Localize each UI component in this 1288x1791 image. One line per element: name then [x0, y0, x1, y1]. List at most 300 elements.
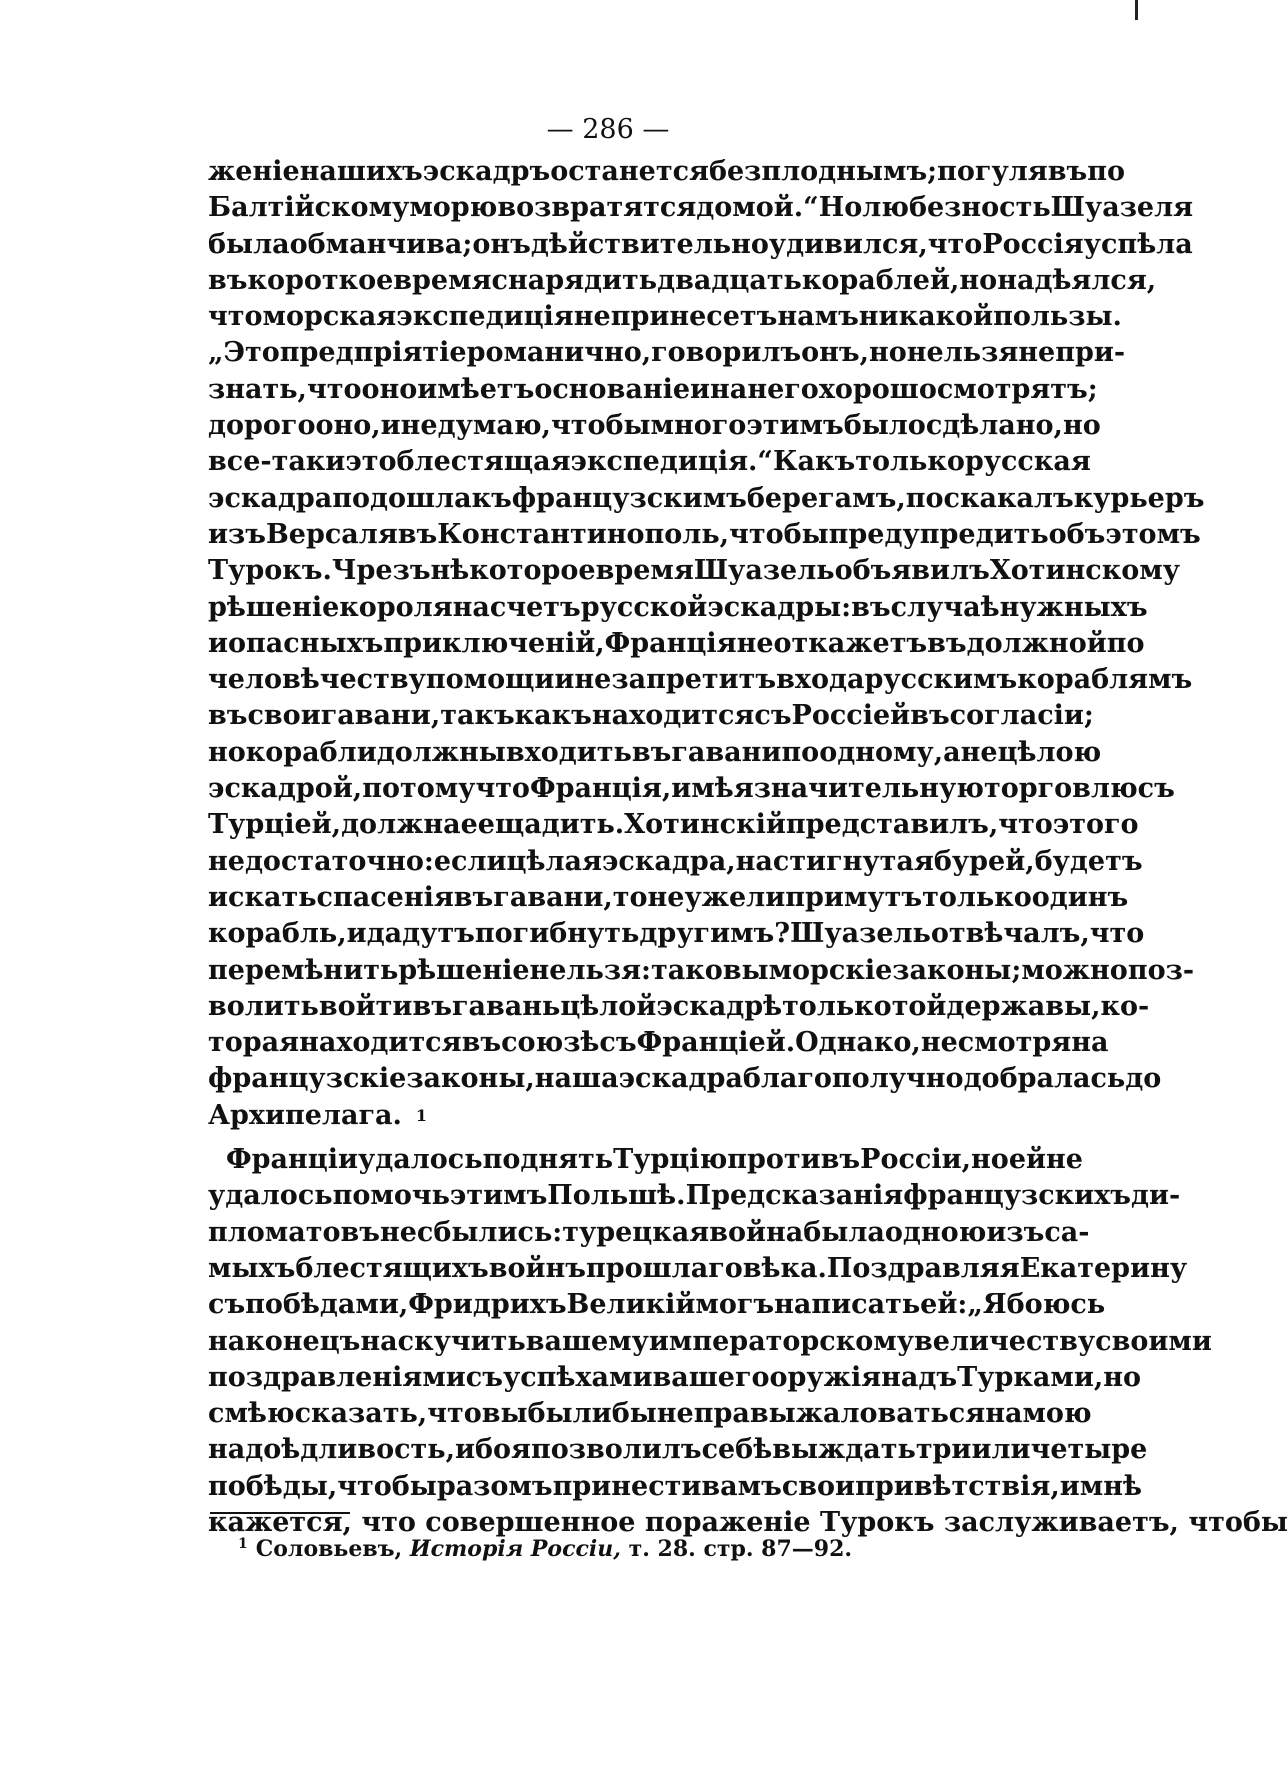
word: предупредить — [828, 518, 1049, 550]
word: прошлаго — [586, 1252, 743, 1284]
word: мнѣ — [1079, 1470, 1142, 1502]
word: Хотинскому — [989, 555, 1180, 587]
word: эскадръ — [422, 156, 551, 187]
word: въ — [453, 881, 494, 913]
word: можно — [1021, 954, 1128, 986]
word: таковы — [651, 954, 769, 986]
text-line — [208, 263, 1157, 299]
text-line — [208, 1142, 1083, 1178]
word: въ — [631, 736, 672, 768]
text-line — [208, 989, 1150, 1025]
word: кораблямъ — [1017, 664, 1193, 696]
word: въ — [851, 591, 891, 623]
word: была — [803, 1216, 885, 1248]
text-line — [208, 1432, 1148, 1468]
word: наскучить — [360, 1325, 526, 1357]
word: Екатерину — [1019, 1252, 1188, 1284]
word: ей — [1008, 1144, 1047, 1176]
word: величеству — [914, 1325, 1096, 1357]
word: удалось — [208, 1180, 333, 1212]
footnote-title: Исторія Россіи, — [409, 1536, 621, 1562]
word: погибнуть — [474, 918, 640, 950]
word: хорошо — [818, 373, 937, 405]
word: на — [710, 373, 748, 405]
word: разомъ — [436, 1470, 553, 1502]
word: примутъ — [785, 881, 923, 913]
word: ей: — [920, 1289, 968, 1321]
word: оно — [361, 373, 418, 405]
text-line — [208, 408, 1101, 444]
word: дѣйствительно — [530, 228, 769, 260]
word: и — [1059, 1470, 1080, 1502]
word: смотрятъ; — [936, 373, 1098, 405]
word: „Это — [208, 337, 280, 369]
word: приключеній, — [383, 627, 605, 659]
word: и — [208, 627, 229, 659]
word: снарядить — [491, 264, 658, 296]
word: объ — [1048, 518, 1106, 550]
text-line — [208, 916, 1145, 952]
word: были — [527, 1398, 612, 1430]
word: французскихъ — [903, 1180, 1131, 1212]
text-line — [208, 662, 1193, 698]
word: русскимъ — [864, 664, 1018, 696]
word: Шуазель — [790, 918, 931, 950]
word: этимъ — [746, 410, 844, 442]
word: удалось — [357, 1144, 483, 1176]
word: время — [595, 555, 694, 587]
text-line — [208, 553, 1180, 589]
word: согласіи; — [949, 700, 1094, 732]
word: мою — [1022, 1398, 1092, 1430]
text-line: кажется, что совершенное пораженіе Турокъ заслуживаетъ, чтобы — [208, 1506, 1288, 1538]
word: вы — [481, 1398, 528, 1430]
word: нельзя: — [529, 954, 651, 986]
word: надѣялся, — [997, 264, 1157, 296]
word: никакой — [858, 301, 994, 333]
word: добралась — [963, 1063, 1126, 1095]
word: законы; — [892, 954, 1022, 986]
word: человѣчеству — [208, 664, 426, 696]
word: берегамъ, — [746, 482, 906, 514]
text-line — [208, 953, 1195, 989]
word: успѣла — [1083, 228, 1193, 260]
word: это — [345, 446, 397, 478]
word: нельзя — [906, 337, 1019, 369]
word: то — [612, 881, 648, 913]
word: и — [380, 410, 401, 442]
word: наша — [534, 1063, 619, 1095]
word: время — [393, 264, 492, 296]
footnote-ref: т. 28. стр. 87—92. — [628, 1536, 853, 1562]
word: Но — [818, 192, 863, 224]
word: Франція, — [529, 773, 672, 805]
text-line — [208, 299, 1122, 335]
word: вашего — [652, 1361, 770, 1393]
word: экспедиція.“ — [570, 446, 773, 478]
word: и — [690, 373, 711, 405]
word: а — [943, 736, 961, 768]
word: неужели — [647, 881, 786, 913]
paragraph-2 — [208, 1142, 1288, 1541]
word: съ — [465, 1361, 503, 1393]
word: должны — [376, 736, 506, 768]
word: что — [998, 809, 1053, 841]
word: но — [959, 264, 998, 296]
word: съ — [1137, 773, 1175, 805]
word: была — [208, 228, 290, 260]
word: думаю, — [437, 410, 551, 442]
word: блестящихъ — [295, 1252, 489, 1284]
word: запретитъ — [611, 664, 777, 696]
word: свои — [781, 1470, 856, 1502]
word: Россія — [982, 228, 1084, 260]
word: эскадрѣ — [656, 990, 783, 1022]
word: французскимъ — [511, 482, 747, 514]
page-number: — 286 — — [546, 114, 670, 145]
word: домой.“ — [696, 192, 819, 224]
word: нужныхъ — [999, 591, 1148, 623]
word: Франція — [604, 627, 737, 659]
word: изъ — [986, 1216, 1045, 1248]
word: правы — [693, 1398, 796, 1430]
word: несмотря — [920, 1027, 1072, 1059]
word: эскадра — [208, 482, 333, 514]
word: не — [1018, 337, 1056, 369]
word: экспедиція — [396, 301, 574, 333]
text-line — [208, 1215, 1090, 1251]
word: войнъ — [488, 1252, 586, 1284]
word: откажетъ — [773, 627, 928, 659]
word: при- — [1055, 337, 1126, 369]
word: что — [208, 301, 263, 333]
word: три — [915, 1434, 972, 1466]
word: Однако, — [795, 1027, 921, 1059]
word: въ — [461, 1027, 502, 1059]
word: боюсь — [1006, 1289, 1106, 1321]
word: какъ — [514, 700, 592, 732]
word: принесетъ — [610, 301, 778, 333]
word: изъ — [208, 518, 266, 550]
word: находится — [591, 700, 755, 732]
text-line — [208, 1324, 1212, 1360]
word: но — [208, 736, 246, 768]
word: эскадрой, — [208, 773, 363, 805]
word: надоѣдливость, — [208, 1434, 455, 1466]
word: въ — [397, 518, 438, 550]
word: смѣю — [208, 1398, 295, 1430]
word: Турціей, — [208, 809, 342, 841]
word: только — [782, 990, 892, 1022]
scan-edge-mark — [1135, 0, 1138, 20]
word: союзѣ — [501, 1027, 600, 1059]
word: одною — [884, 1216, 987, 1248]
word: если — [433, 845, 507, 877]
word: было — [843, 410, 926, 442]
word: на — [985, 1398, 1023, 1430]
word: жаловаться — [795, 1398, 986, 1430]
text-line — [208, 807, 1139, 843]
word: пломатовъ — [208, 1216, 380, 1248]
word: Франціи — [226, 1144, 358, 1176]
word: корабль, — [208, 918, 347, 950]
word: успѣхами — [502, 1361, 653, 1393]
word: написать — [774, 1289, 921, 1321]
word: морскіе — [768, 954, 893, 986]
word: цѣлой — [560, 990, 657, 1022]
word: сказать, — [294, 1398, 428, 1430]
word: ди- — [1131, 1180, 1181, 1212]
word: случаѣ — [890, 591, 1000, 623]
word: Турокъ. — [208, 555, 332, 587]
word: дорого — [208, 410, 316, 442]
word: онъ, — [801, 337, 870, 369]
text-line — [208, 844, 1143, 880]
footnote-author: Соловьевъ, — [255, 1536, 403, 1562]
word: морская — [262, 301, 397, 333]
word: нашихъ — [299, 156, 423, 187]
word: не — [1046, 1144, 1083, 1176]
word: пользы. — [993, 301, 1122, 333]
word: той — [891, 990, 947, 1022]
word: гавани, — [493, 881, 613, 913]
word: съ — [208, 1289, 246, 1321]
word: по — [1087, 156, 1125, 187]
word: гавани, — [320, 700, 441, 732]
word: Предсказанія — [685, 1180, 904, 1212]
word: должна — [341, 809, 461, 841]
word: Великій — [566, 1289, 696, 1321]
word: я — [511, 1434, 531, 1466]
text-line-content: Архипелага. — [208, 1099, 402, 1131]
word: этимъ — [449, 1180, 548, 1212]
word: входить — [505, 736, 632, 768]
footnote — [238, 1536, 852, 1562]
word: наконецъ — [208, 1325, 361, 1357]
word: могъ — [695, 1289, 775, 1321]
text-line — [208, 1178, 1181, 1214]
text-line — [208, 190, 1194, 226]
word: подошла — [332, 482, 472, 514]
text-line — [208, 1396, 1092, 1432]
word: своими — [1095, 1325, 1212, 1357]
text-line — [208, 227, 1193, 263]
text-line — [208, 1025, 1109, 1061]
word: бурей, — [933, 845, 1035, 877]
word: Балтійскому — [208, 192, 410, 224]
word: по — [1106, 627, 1145, 659]
word: свои — [247, 700, 321, 732]
text-line — [208, 735, 1102, 771]
text-line — [208, 1098, 1008, 1134]
word: русской — [580, 591, 708, 623]
text-line — [208, 626, 1145, 662]
word: съ — [599, 1027, 637, 1059]
word: предпріятіе — [279, 337, 467, 369]
word: цѣлою — [997, 736, 1102, 768]
word: поздравленіями — [208, 1361, 466, 1393]
word: должной — [966, 627, 1107, 659]
word: только — [922, 881, 1032, 913]
word: все-таки — [208, 446, 346, 478]
word: нѣкоторое — [430, 555, 596, 587]
word: турецкая — [562, 1216, 710, 1248]
word: побѣдами, — [245, 1289, 409, 1321]
text-line — [208, 590, 1148, 626]
word: чтобы — [729, 518, 829, 550]
word: курьеръ — [1073, 482, 1205, 514]
word: кораблей, — [801, 264, 960, 296]
word: эскадры: — [707, 591, 852, 623]
word: перемѣнить — [208, 954, 399, 986]
word: представилъ, — [785, 809, 999, 841]
text-line — [208, 154, 1125, 190]
footnote-rule — [210, 1512, 350, 1514]
word: Хотинскій — [624, 809, 786, 841]
text-line — [208, 1287, 1106, 1323]
word: принести — [552, 1470, 702, 1502]
word: не — [379, 1216, 417, 1248]
word: бы — [611, 1398, 657, 1430]
word: Фридрихъ — [408, 1289, 567, 1321]
word: ибо — [454, 1434, 512, 1466]
footnote-reference: 1 — [415, 1105, 428, 1125]
word: знать, — [208, 373, 307, 405]
word: будетъ — [1034, 845, 1143, 877]
word: отвѣчалъ, — [930, 918, 1090, 950]
word: но — [1103, 1361, 1142, 1393]
text-line — [208, 880, 1129, 916]
footnote-marker: 1 — [238, 1536, 248, 1552]
word: корабли — [245, 736, 377, 768]
word: Константинополь, — [437, 518, 730, 550]
word: не — [400, 410, 438, 442]
word: не — [736, 627, 774, 659]
paragraph-1 — [208, 154, 1205, 1134]
word: вѣка. — [742, 1252, 827, 1284]
text-line — [208, 1469, 1142, 1505]
word: помочь — [332, 1180, 450, 1212]
word: на — [1071, 1027, 1109, 1059]
word: цѣлая — [506, 845, 602, 877]
text-line — [208, 698, 1094, 734]
word: са- — [1044, 1216, 1090, 1248]
word: не — [960, 736, 998, 768]
word: опасныхъ — [228, 627, 384, 659]
word: Шуазель — [693, 555, 835, 587]
word: Польшѣ. — [547, 1180, 686, 1212]
word: торая — [208, 1027, 300, 1059]
word: но — [1062, 410, 1101, 442]
word: двадцать — [657, 264, 802, 296]
word: гавани — [671, 736, 782, 768]
word: потому — [362, 773, 476, 805]
word: эскадра — [618, 1063, 743, 1095]
word: благополучно — [742, 1063, 964, 1095]
word: насчетъ — [452, 591, 581, 623]
word: оружія — [769, 1361, 882, 1393]
word: надъ — [881, 1361, 958, 1393]
word: такъ — [440, 700, 515, 732]
word: волить — [208, 990, 319, 1022]
word: останется — [550, 156, 709, 187]
word: любезность — [862, 192, 1051, 224]
word: что — [927, 228, 983, 260]
word: оно, — [315, 410, 381, 442]
word: Россіей — [791, 700, 911, 732]
paragraph-gap — [208, 1134, 1008, 1142]
word: женіе — [208, 156, 300, 187]
text-line — [208, 335, 1126, 371]
word: не — [573, 301, 611, 333]
word: много — [650, 410, 747, 442]
word: спасенія — [316, 881, 454, 913]
word: чтобы — [550, 410, 651, 442]
word: къ — [471, 482, 512, 514]
word: въ — [910, 700, 950, 732]
word: ее — [460, 809, 495, 841]
word: безплоднымъ; — [708, 156, 938, 187]
word: и — [346, 918, 367, 950]
word: блестящая — [396, 446, 571, 478]
word: чтобы — [337, 1470, 437, 1502]
word: Франціей. — [636, 1027, 796, 1059]
word: Поздравляя — [826, 1252, 1020, 1284]
word: французскіе — [208, 1063, 407, 1095]
word: входа — [776, 664, 865, 696]
word: находится — [299, 1027, 462, 1059]
word: Шуазеля — [1050, 192, 1194, 224]
word: онъ — [472, 228, 531, 260]
word: короля — [339, 591, 453, 623]
text-line — [208, 481, 1205, 517]
word: себѣ — [701, 1434, 773, 1466]
word: побѣды, — [208, 1470, 338, 1502]
word: имѣя — [671, 773, 754, 805]
word: торговлю — [983, 773, 1138, 805]
word: щадить. — [494, 809, 625, 841]
word: вамъ — [701, 1470, 782, 1502]
word: гавань — [451, 990, 561, 1022]
word: „Я — [967, 1289, 1007, 1321]
text-line — [208, 517, 1201, 553]
word: въ — [208, 700, 248, 732]
word: въ — [412, 990, 452, 1022]
word: противъ — [727, 1144, 861, 1176]
word: другимъ? — [639, 918, 791, 950]
word: четыре — [1030, 1434, 1148, 1466]
word: или — [971, 1434, 1031, 1466]
word: сдѣлано, — [925, 410, 1063, 442]
word: возвратятся — [497, 192, 697, 224]
word: съ — [754, 700, 792, 732]
word: романично, — [466, 337, 652, 369]
word: помощи — [425, 664, 555, 696]
word: императорскому — [648, 1325, 914, 1357]
text-line — [208, 444, 1091, 480]
text-line — [208, 771, 1175, 807]
word: недостаточно: — [208, 845, 434, 877]
word: сбылись: — [416, 1216, 563, 1248]
word: позволилъ — [530, 1434, 702, 1466]
word: рѣшеніе — [398, 954, 530, 986]
text-line — [208, 372, 1098, 408]
word: основаніе — [534, 373, 691, 405]
word: погулявъ — [937, 156, 1088, 187]
word: что — [427, 1398, 482, 1430]
word: законы, — [406, 1063, 535, 1095]
word: вашему — [525, 1325, 649, 1357]
